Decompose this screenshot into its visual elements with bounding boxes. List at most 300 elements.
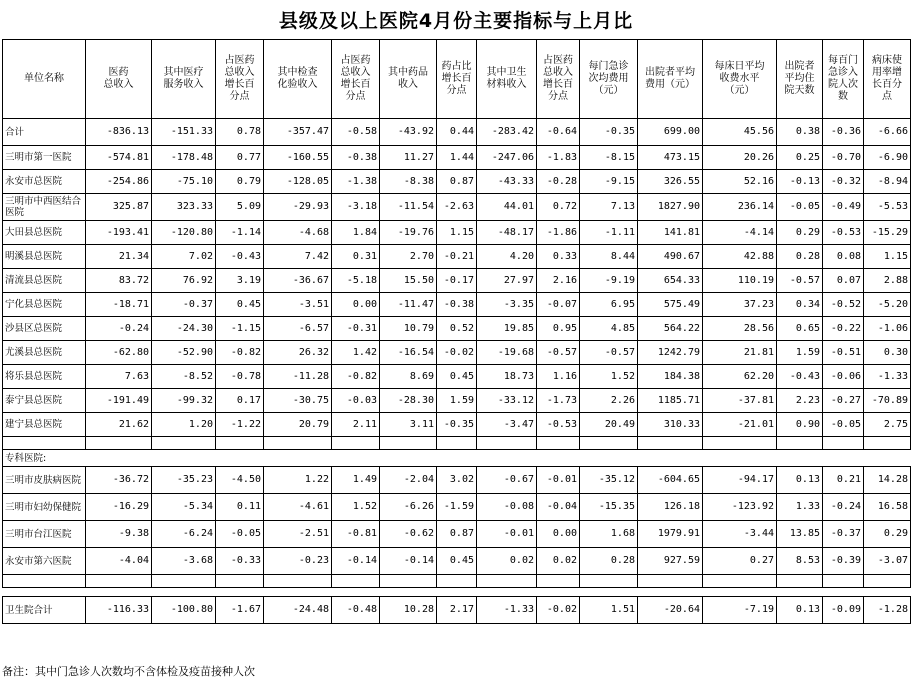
value-cell: -193.41 <box>86 221 152 245</box>
value-cell: -100.80 <box>152 597 216 624</box>
value-cell: -11.28 <box>264 365 332 389</box>
empty-cell <box>332 437 380 450</box>
value-cell: -6.90 <box>864 146 911 170</box>
value-cell: -1.73 <box>537 389 580 413</box>
value-cell: -191.49 <box>86 389 152 413</box>
value-cell: -0.21 <box>437 245 477 269</box>
column-header: 出院者平均 费用（元） <box>638 40 703 119</box>
empty-cell <box>264 450 332 467</box>
value-cell: -70.89 <box>864 389 911 413</box>
value-cell: 126.18 <box>638 494 703 521</box>
value-cell: -0.51 <box>823 341 864 365</box>
value-cell: 7.13 <box>580 194 638 221</box>
value-cell: -0.37 <box>152 293 216 317</box>
value-cell: -7.19 <box>703 597 777 624</box>
value-cell: -52.90 <box>152 341 216 365</box>
value-cell: -48.17 <box>477 221 537 245</box>
value-cell: -0.81 <box>332 521 380 548</box>
value-cell: 2.70 <box>380 245 437 269</box>
value-cell: -4.14 <box>703 221 777 245</box>
empty-cell <box>380 437 437 450</box>
value-cell: -2.63 <box>437 194 477 221</box>
value-cell: 325.87 <box>86 194 152 221</box>
column-header: 每床日平均 收费水平 （元） <box>703 40 777 119</box>
value-cell: -0.52 <box>823 293 864 317</box>
value-cell: 0.45 <box>437 548 477 575</box>
table-row <box>3 269 911 293</box>
unit-name-cell: 清流县总医院 <box>3 269 86 293</box>
value-cell: -0.62 <box>380 521 437 548</box>
value-cell: 2.17 <box>437 597 477 624</box>
value-cell: 0.07 <box>823 269 864 293</box>
value-cell: -0.05 <box>777 194 823 221</box>
value-cell: -0.39 <box>823 548 864 575</box>
value-cell: 10.28 <box>380 597 437 624</box>
value-cell: 18.73 <box>477 365 537 389</box>
value-cell: 0.78 <box>216 119 264 146</box>
value-cell: -0.09 <box>823 597 864 624</box>
value-cell: 20.79 <box>264 413 332 437</box>
empty-cell <box>864 450 911 467</box>
empty-cell <box>216 575 264 588</box>
table-row <box>3 341 911 365</box>
value-cell: -0.28 <box>537 170 580 194</box>
value-cell: -99.32 <box>152 389 216 413</box>
empty-cell <box>86 437 152 450</box>
unit-name-cell: 尤溪县总医院 <box>3 341 86 365</box>
empty-cell <box>3 575 86 588</box>
value-cell: -30.75 <box>264 389 332 413</box>
table-row <box>3 389 911 413</box>
value-cell: -0.13 <box>777 170 823 194</box>
page-title: 县级及以上医院4月份主要指标与上月比 <box>278 10 634 32</box>
value-cell: 699.00 <box>638 119 703 146</box>
value-cell: 1242.79 <box>638 341 703 365</box>
value-cell: 0.72 <box>537 194 580 221</box>
value-cell: 0.28 <box>777 245 823 269</box>
value-cell: 141.81 <box>638 221 703 245</box>
table-row <box>3 365 911 389</box>
value-cell: 3.02 <box>437 467 477 494</box>
value-cell: 0.02 <box>477 548 537 575</box>
value-cell: 10.79 <box>380 317 437 341</box>
empty-cell <box>477 437 537 450</box>
value-cell: -8.15 <box>580 146 638 170</box>
value-cell: 0.33 <box>537 245 580 269</box>
unit-name-cell: 三明市妇幼保健院 <box>3 494 86 521</box>
table-row <box>3 170 911 194</box>
value-cell: 1.52 <box>580 365 638 389</box>
value-cell: -24.30 <box>152 317 216 341</box>
column-header: 其中检查 化验收入 <box>264 40 332 119</box>
value-cell: 0.27 <box>703 548 777 575</box>
unit-name-cell: 泰宁县总医院 <box>3 389 86 413</box>
value-cell: -0.01 <box>537 467 580 494</box>
value-cell: -0.02 <box>437 341 477 365</box>
value-cell: -16.29 <box>86 494 152 521</box>
value-cell: 310.33 <box>638 413 703 437</box>
table-row <box>3 467 911 494</box>
empty-cell <box>823 450 864 467</box>
value-cell: 20.49 <box>580 413 638 437</box>
value-cell: 0.38 <box>777 119 823 146</box>
value-cell: 1.84 <box>332 221 380 245</box>
empty-cell <box>3 437 86 450</box>
value-cell: -16.54 <box>380 341 437 365</box>
value-cell: 20.26 <box>703 146 777 170</box>
value-cell: 3.11 <box>380 413 437 437</box>
value-cell: -0.07 <box>537 293 580 317</box>
value-cell: -5.34 <box>152 494 216 521</box>
value-cell: 8.69 <box>380 365 437 389</box>
empty-cell <box>86 450 152 467</box>
column-header: 出院者 平均住 院天数 <box>777 40 823 119</box>
value-cell: -1.67 <box>216 597 264 624</box>
value-cell: -0.05 <box>823 413 864 437</box>
value-cell: -1.59 <box>437 494 477 521</box>
column-header: 占医药 总收入 增长百 分点 <box>332 40 380 119</box>
value-cell: 1.68 <box>580 521 638 548</box>
value-cell: 0.00 <box>537 521 580 548</box>
value-cell: -0.57 <box>580 341 638 365</box>
value-cell: -21.01 <box>703 413 777 437</box>
value-cell: 0.30 <box>864 341 911 365</box>
value-cell: -836.13 <box>86 119 152 146</box>
value-cell: -19.76 <box>380 221 437 245</box>
value-cell: 1.51 <box>580 597 638 624</box>
value-cell: 13.85 <box>777 521 823 548</box>
value-cell: 3.19 <box>216 269 264 293</box>
value-cell: 1.52 <box>332 494 380 521</box>
unit-name-cell: 三明市第一医院 <box>3 146 86 170</box>
empty-cell <box>537 575 580 588</box>
value-cell: 1.59 <box>777 341 823 365</box>
value-cell: -3.44 <box>703 521 777 548</box>
empty-cell <box>703 575 777 588</box>
value-cell: -0.37 <box>823 521 864 548</box>
value-cell: 44.01 <box>477 194 537 221</box>
value-cell: 575.49 <box>638 293 703 317</box>
empty-cell <box>703 437 777 450</box>
value-cell: 564.22 <box>638 317 703 341</box>
value-cell: -35.23 <box>152 467 216 494</box>
value-cell: -6.26 <box>380 494 437 521</box>
column-header: 药占比 增长百 分点 <box>437 40 477 119</box>
empty-cell <box>638 437 703 450</box>
value-cell: -35.12 <box>580 467 638 494</box>
empty-cell <box>332 575 380 588</box>
value-cell: -15.35 <box>580 494 638 521</box>
value-cell: -75.10 <box>152 170 216 194</box>
column-header: 其中医疗 服务收入 <box>152 40 216 119</box>
value-cell: 1.42 <box>332 341 380 365</box>
value-cell: -1.22 <box>216 413 264 437</box>
empty-cell <box>580 575 638 588</box>
value-cell: -0.43 <box>216 245 264 269</box>
unit-name-cell: 大田县总医院 <box>3 221 86 245</box>
empty-cell <box>777 575 823 588</box>
value-cell: -0.58 <box>332 119 380 146</box>
empty-cell <box>477 588 537 597</box>
value-cell: 19.85 <box>477 317 537 341</box>
value-cell: 28.56 <box>703 317 777 341</box>
value-cell: -2.04 <box>380 467 437 494</box>
table-row <box>3 413 911 437</box>
value-cell: -8.94 <box>864 170 911 194</box>
value-cell: -0.53 <box>823 221 864 245</box>
value-cell: 5.09 <box>216 194 264 221</box>
value-cell: -1.06 <box>864 317 911 341</box>
value-cell: -43.33 <box>477 170 537 194</box>
table-row <box>3 245 911 269</box>
empty-cell <box>537 437 580 450</box>
value-cell: 1.20 <box>152 413 216 437</box>
empty-cell <box>477 450 537 467</box>
value-cell: -0.17 <box>437 269 477 293</box>
empty-cell <box>823 588 864 597</box>
value-cell: -0.24 <box>823 494 864 521</box>
value-cell: 0.65 <box>777 317 823 341</box>
value-cell: 0.87 <box>437 170 477 194</box>
value-cell: -128.05 <box>264 170 332 194</box>
value-cell: 7.02 <box>152 245 216 269</box>
value-cell: -1.86 <box>537 221 580 245</box>
value-cell: 0.90 <box>777 413 823 437</box>
value-cell: -3.68 <box>152 548 216 575</box>
value-cell: 7.42 <box>264 245 332 269</box>
value-cell: -3.47 <box>477 413 537 437</box>
value-cell: 4.20 <box>477 245 537 269</box>
value-cell: 0.45 <box>437 365 477 389</box>
value-cell: -5.18 <box>332 269 380 293</box>
value-cell: 11.27 <box>380 146 437 170</box>
value-cell: -6.66 <box>864 119 911 146</box>
empty-cell <box>152 588 216 597</box>
value-cell: 0.13 <box>777 467 823 494</box>
value-cell: 0.17 <box>216 389 264 413</box>
value-cell: 0.25 <box>777 146 823 170</box>
value-cell: -9.19 <box>580 269 638 293</box>
value-cell: -604.65 <box>638 467 703 494</box>
value-cell: -43.92 <box>380 119 437 146</box>
empty-cell <box>580 588 638 597</box>
spacer-row <box>3 588 911 597</box>
value-cell: -0.49 <box>823 194 864 221</box>
empty-cell <box>380 450 437 467</box>
value-cell: 1.15 <box>864 245 911 269</box>
column-header: 每门急诊 次均费用 （元） <box>580 40 638 119</box>
empty-cell <box>703 588 777 597</box>
value-cell: -0.82 <box>332 365 380 389</box>
empty-cell <box>537 588 580 597</box>
value-cell: 27.97 <box>477 269 537 293</box>
value-cell: 326.55 <box>638 170 703 194</box>
value-cell: 62.20 <box>703 365 777 389</box>
value-cell: -247.06 <box>477 146 537 170</box>
empty-cell <box>152 450 216 467</box>
value-cell: -0.53 <box>537 413 580 437</box>
value-cell: -6.24 <box>152 521 216 548</box>
value-cell: -37.81 <box>703 389 777 413</box>
value-cell: 0.31 <box>332 245 380 269</box>
value-cell: -3.07 <box>864 548 911 575</box>
empty-cell <box>437 450 477 467</box>
value-cell: -151.33 <box>152 119 216 146</box>
value-cell: 2.23 <box>777 389 823 413</box>
value-cell: 110.19 <box>703 269 777 293</box>
value-cell: 0.21 <box>823 467 864 494</box>
value-cell: -3.35 <box>477 293 537 317</box>
value-cell: 654.33 <box>638 269 703 293</box>
unit-name-cell: 三明市台江医院 <box>3 521 86 548</box>
empty-cell <box>216 588 264 597</box>
empty-cell <box>864 588 911 597</box>
table-row <box>3 146 911 170</box>
value-cell: -0.70 <box>823 146 864 170</box>
unit-name-cell: 将乐县总医院 <box>3 365 86 389</box>
column-header: 单位名称 <box>3 40 86 119</box>
value-cell: -0.04 <box>537 494 580 521</box>
value-cell: 1.59 <box>437 389 477 413</box>
value-cell: 0.79 <box>216 170 264 194</box>
value-cell: -2.51 <box>264 521 332 548</box>
value-cell: -18.71 <box>86 293 152 317</box>
value-cell: 1.33 <box>777 494 823 521</box>
value-cell: 0.02 <box>537 548 580 575</box>
table-row <box>3 221 911 245</box>
value-cell: 42.88 <box>703 245 777 269</box>
value-cell: 2.88 <box>864 269 911 293</box>
value-cell: -0.78 <box>216 365 264 389</box>
empty-cell <box>777 450 823 467</box>
empty-cell <box>216 450 264 467</box>
value-cell: -0.57 <box>537 341 580 365</box>
value-cell: -29.93 <box>264 194 332 221</box>
value-cell: -4.50 <box>216 467 264 494</box>
value-cell: -0.35 <box>580 119 638 146</box>
value-cell: -0.33 <box>216 548 264 575</box>
value-cell: 0.34 <box>777 293 823 317</box>
empty-cell <box>332 588 380 597</box>
empty-cell <box>638 450 703 467</box>
value-cell: 2.75 <box>864 413 911 437</box>
unit-name-cell: 沙县区总医院 <box>3 317 86 341</box>
empty-cell <box>864 575 911 588</box>
value-cell: 0.28 <box>580 548 638 575</box>
table-row <box>3 521 911 548</box>
table-row <box>3 293 911 317</box>
table-row <box>3 548 911 575</box>
empty-cell <box>216 437 264 450</box>
value-cell: -9.38 <box>86 521 152 548</box>
spacer-row <box>3 575 911 588</box>
value-cell: -36.72 <box>86 467 152 494</box>
value-cell: -1.11 <box>580 221 638 245</box>
value-cell: -0.38 <box>332 146 380 170</box>
value-cell: -5.20 <box>864 293 911 317</box>
value-cell: 8.44 <box>580 245 638 269</box>
value-cell: 0.95 <box>537 317 580 341</box>
value-cell: -0.22 <box>823 317 864 341</box>
value-cell: -1.38 <box>332 170 380 194</box>
value-cell: -11.47 <box>380 293 437 317</box>
value-cell: 1979.91 <box>638 521 703 548</box>
value-cell: 1.44 <box>437 146 477 170</box>
value-cell: 490.67 <box>638 245 703 269</box>
value-cell: -0.01 <box>477 521 537 548</box>
column-header: 占医药 总收入 增长百 分点 <box>537 40 580 119</box>
value-cell: 1827.90 <box>638 194 703 221</box>
empty-cell <box>477 575 537 588</box>
value-cell: -19.68 <box>477 341 537 365</box>
value-cell: 0.13 <box>777 597 823 624</box>
empty-cell <box>437 588 477 597</box>
empty-cell <box>537 450 580 467</box>
value-cell: -0.27 <box>823 389 864 413</box>
value-cell: -0.35 <box>437 413 477 437</box>
value-cell: -0.67 <box>477 467 537 494</box>
empty-cell <box>777 588 823 597</box>
value-cell: -0.38 <box>437 293 477 317</box>
spacer-row <box>3 437 911 450</box>
value-cell: 0.87 <box>437 521 477 548</box>
value-cell: 0.45 <box>216 293 264 317</box>
value-cell: -0.57 <box>777 269 823 293</box>
value-cell: -178.48 <box>152 146 216 170</box>
empty-cell <box>638 588 703 597</box>
column-header: 其中药品 收入 <box>380 40 437 119</box>
empty-cell <box>264 588 332 597</box>
empty-cell <box>437 437 477 450</box>
value-cell: 14.28 <box>864 467 911 494</box>
unit-name-cell: 明溪县总医院 <box>3 245 86 269</box>
value-cell: 0.29 <box>777 221 823 245</box>
value-cell: 37.23 <box>703 293 777 317</box>
value-cell: -574.81 <box>86 146 152 170</box>
empty-cell <box>823 575 864 588</box>
value-cell: 1.49 <box>332 467 380 494</box>
table-row <box>3 119 911 146</box>
value-cell: 0.52 <box>437 317 477 341</box>
unit-name-cell: 三明市中西医结合医院 <box>3 194 86 221</box>
column-header: 每百门 急诊入 院人次 数 <box>823 40 864 119</box>
unit-name-cell: 合计 <box>3 119 86 146</box>
value-cell: -6.57 <box>264 317 332 341</box>
unit-name-cell: 永安市总医院 <box>3 170 86 194</box>
value-cell: -62.80 <box>86 341 152 365</box>
value-cell: -1.83 <box>537 146 580 170</box>
value-cell: 15.50 <box>380 269 437 293</box>
unit-name-cell: 宁化县总医院 <box>3 293 86 317</box>
value-cell: 1.22 <box>264 467 332 494</box>
value-cell: 0.44 <box>437 119 477 146</box>
footnote: 备注：其中门急诊人次数均不含体检及疫苗接种人次 <box>2 665 255 678</box>
value-cell: -116.33 <box>86 597 152 624</box>
value-cell: -0.02 <box>537 597 580 624</box>
value-cell: -0.05 <box>216 521 264 548</box>
value-cell: -357.47 <box>264 119 332 146</box>
value-cell: -1.28 <box>864 597 911 624</box>
empty-cell <box>86 588 152 597</box>
empty-cell <box>638 575 703 588</box>
value-cell: 2.11 <box>332 413 380 437</box>
empty-cell <box>332 450 380 467</box>
empty-cell <box>580 450 638 467</box>
empty-cell <box>152 575 216 588</box>
value-cell: -254.86 <box>86 170 152 194</box>
table-row <box>3 317 911 341</box>
value-cell: -0.64 <box>537 119 580 146</box>
